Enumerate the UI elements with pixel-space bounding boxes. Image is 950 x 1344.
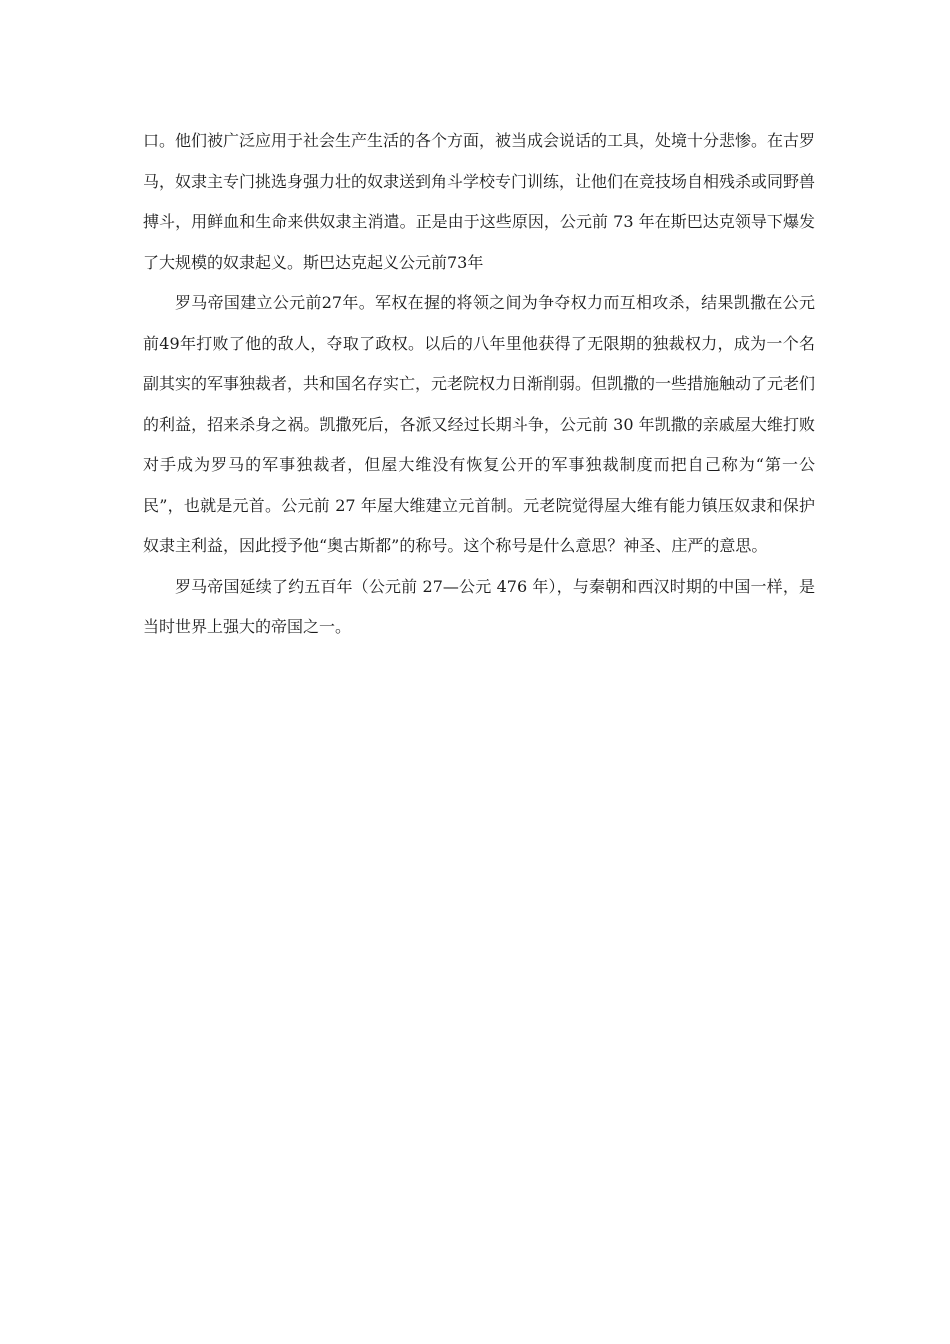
paragraph-roman-empire-founding: 罗马帝国建立公元前27年。军权在握的将领之间为争夺权力而互相攻杀，结果凯撒在公元前49年打败了他的敌人，夺取了政权。以后的八年里他获得了无限期的独裁权力，成为一个名副其实的军事独裁者，共和国名存实亡，元老院权力日渐削弱。但凯撒的一些措施触动了元老们的利益，招来杀身之祸。凯撒死后，各派又经过长期斗争，公元前 30 年凯撒的亲戚屋大维打败对手成为罗马的军事独裁者，但屋大维没有恢复公开的军事独裁制度而把自己称为“第一公民”，也就是元首。公元前 27 年屋大维建立元首制。元老院觉得屋大维有能力镇压奴隶和保护奴隶主利益，因此授予他“奥古斯都”的称号。这个称号是什么意思？神圣、庄严的意思。 [143,293,816,555]
paragraph-roman-empire-duration: 罗马帝国延续了约五百年（公元前 27—公元 476 年），与秦朝和西汉时期的中国一样，是当时世界上强大的帝国之一。 [143,576,815,636]
document-body [143,121,815,648]
paragraph-slave-uprising: 口。他们被广泛应用于社会生产生活的各个方面，被当成会说话的工具，处境十分悲惨。在古罗马，奴隶主专门挑选身强力壮的奴隶送到角斗学校专门训练，让他们在竞技场自相残杀或同野兽搏斗，用鲜血和生命来供奴隶主消遣。正是由于这些原因，公元前 73 年在斯巴达克领导下爆发了大规模的奴隶起义。斯巴达克起义公元前73年 [143,131,816,272]
